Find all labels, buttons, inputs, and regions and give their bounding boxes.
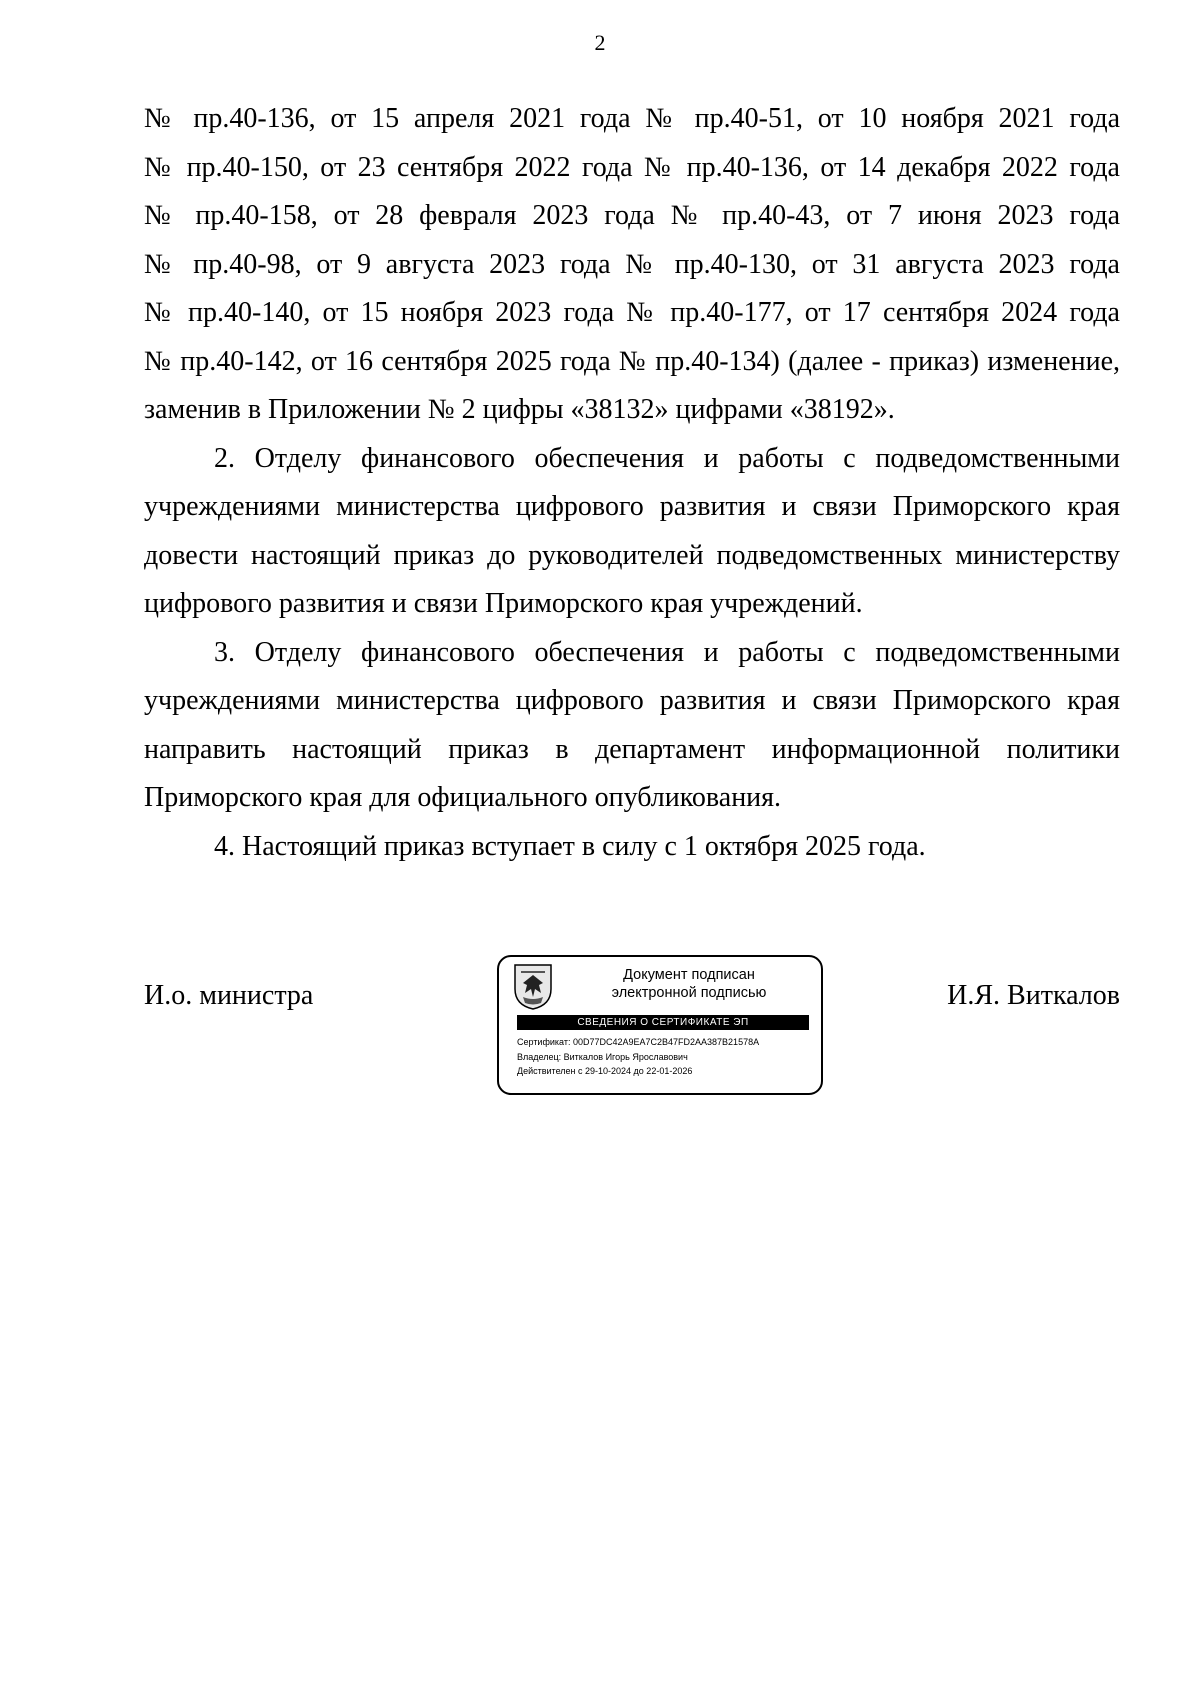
paragraph-3 [144, 629, 1120, 823]
stamp-title-line: Документ подписан [623, 967, 755, 983]
text-line: 3. Отделу финансового обеспечения и работы с подведомственными [214, 636, 1120, 668]
paragraph-2 [144, 435, 1120, 629]
paragraph-1 [144, 95, 1120, 435]
text-line: направить настоящий приказ в департамент информационной политики [144, 733, 1120, 765]
certificate-info-header: СВЕДЕНИЯ О СЕРТИФИКАТЕ ЭП [517, 1015, 809, 1030]
signatory-name: И.Я. Виткалов [947, 980, 1120, 1011]
e-signature-stamp [497, 955, 823, 1095]
certificate-details [517, 1035, 817, 1079]
text-line: Приморского края для официального опубликования. [144, 782, 782, 813]
paragraph-4 [144, 823, 1120, 872]
text-line: № пр.40-140, от 15 ноября 2023 года № пр.40-177, от 17 сентября 2024 года [144, 297, 1120, 328]
text-line: № пр.40-142, от 16 сентября 2025 года № пр.40-134) (далее - приказ) изменение, [144, 345, 1120, 377]
text-line: цифрового развития и связи Приморского края учреждений. [144, 588, 863, 619]
text-line: № пр.40-136, от 15 апреля 2021 года № пр.40-51, от 10 ноября 2021 года [144, 103, 1120, 134]
text-line: 2. Отделу финансового обеспечения и работы с подведомственными [214, 442, 1120, 474]
text-line: заменив в Приложении № 2 цифры «38132» цифрами «38192». [144, 394, 895, 425]
stamp-title-line: электронной подписью [611, 985, 767, 1001]
certificate-number: Сертификат: 00D77DC42A9EA7C2B47FD2AA387B21578A [517, 1037, 760, 1047]
text-line: довести настоящий приказ до руководителей подведомственных министерству [144, 539, 1120, 571]
certificate-validity: Действителен с 29-10-2024 до 22-01-2026 [517, 1066, 693, 1076]
certificate-owner: Владелец: Виткалов Игорь Ярославович [517, 1051, 688, 1062]
coat-of-arms-icon [513, 963, 553, 1011]
text-line: № пр.40-150, от 23 сентября 2022 года № пр.40-136, от 14 декабря 2022 года [144, 151, 1120, 183]
text-line: учреждениями министерства цифрового развития и связи Приморского края [144, 491, 1120, 522]
text-line: учреждениями министерства цифрового развития и связи Приморского края [144, 685, 1120, 716]
stamp-title [559, 966, 819, 1002]
text-line: № пр.40-158, от 28 февраля 2023 года № пр.40-43, от 7 июня 2023 года [144, 200, 1120, 231]
text-line: 4. Настоящий приказ вступает в силу с 1 октября 2025 года. [214, 830, 926, 862]
text-line: № пр.40-98, от 9 августа 2023 года № пр.40-130, от 31 августа 2023 года [144, 248, 1120, 280]
signatory-position: И.о. министра [144, 980, 314, 1011]
document-body [144, 95, 1120, 871]
page-number: 2 [594, 30, 606, 55]
